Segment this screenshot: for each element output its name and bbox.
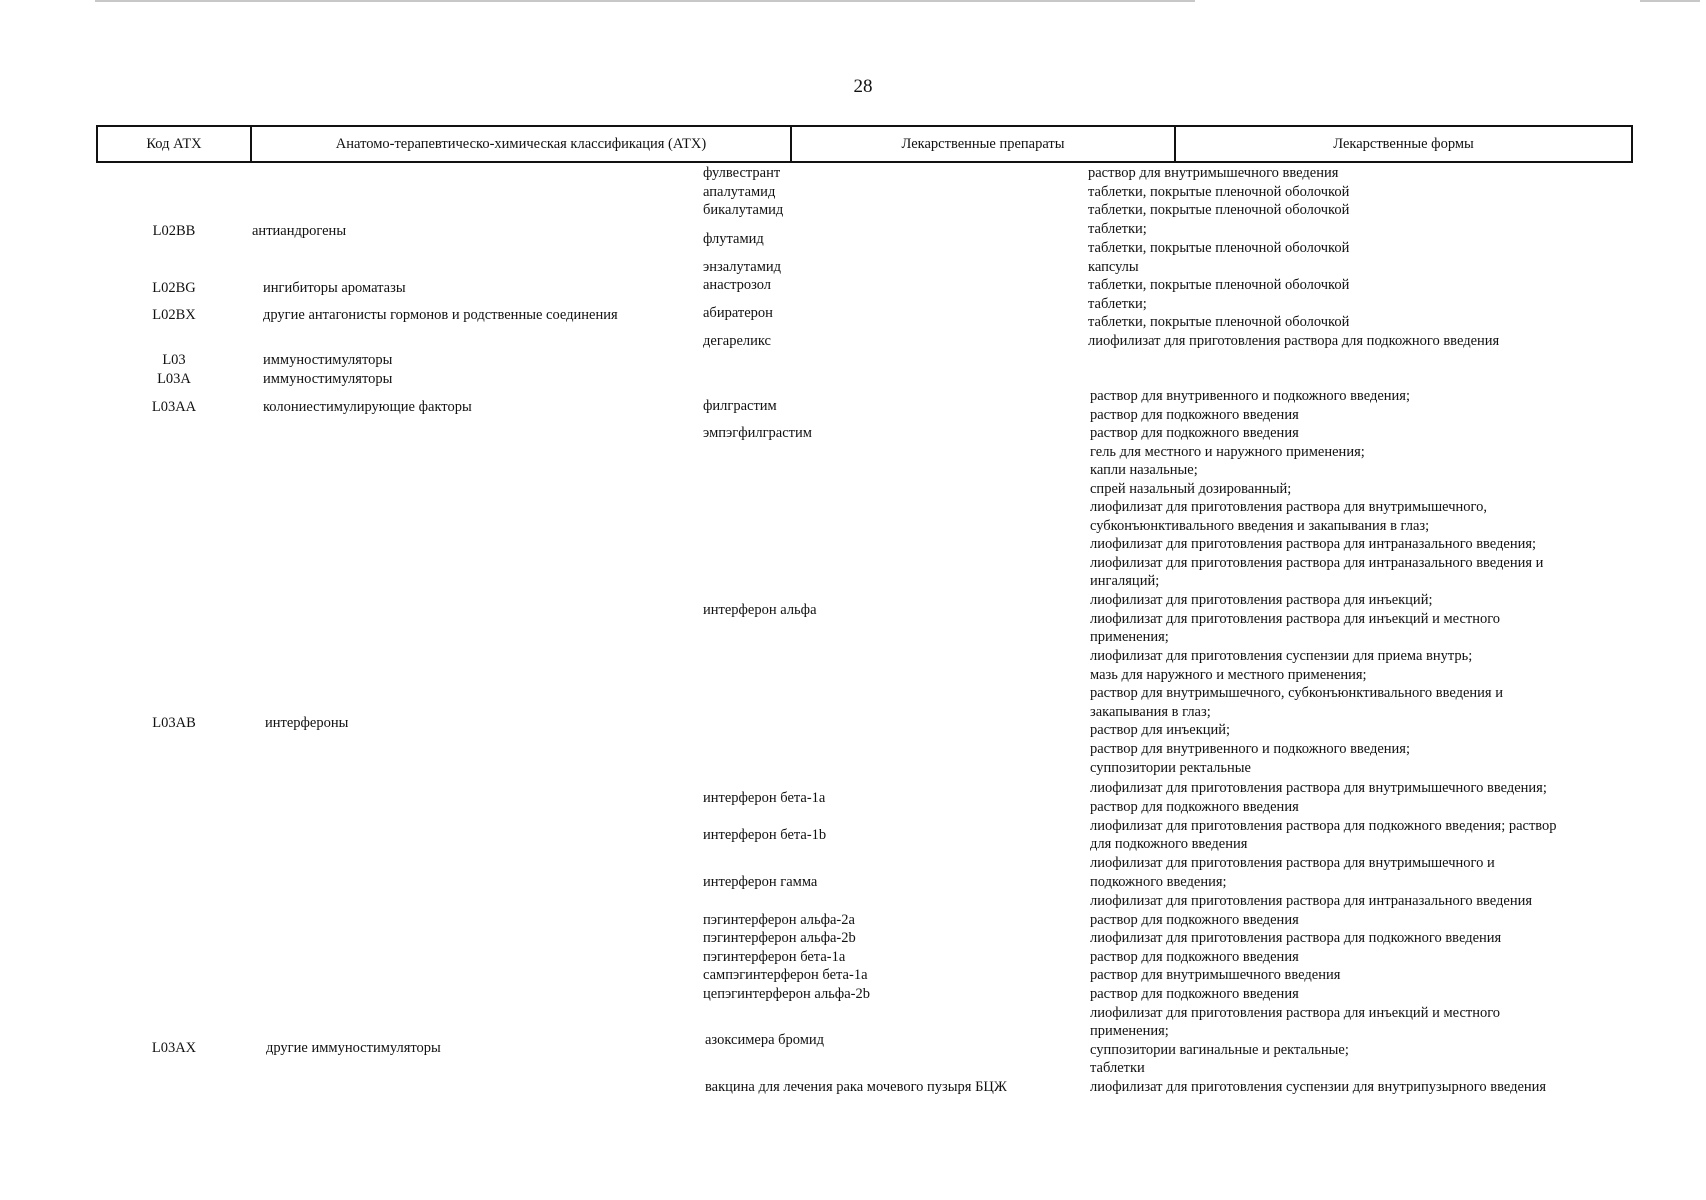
dosage-form: раствор для подкожного введения — [1090, 425, 1299, 441]
drug-name: интерферон бета-1b — [703, 827, 827, 843]
dosage-form: таблетки; — [1088, 221, 1147, 237]
dosage-form: спрей назальный дозированный; — [1090, 481, 1292, 497]
drug-name: фулвестрант — [703, 165, 781, 181]
dosage-form: таблетки, покрытые пленочной оболочкой — [1088, 184, 1350, 200]
atx-class: иммуностимуляторы — [263, 371, 393, 387]
dosage-form: раствор для подкожного введения — [1090, 407, 1299, 423]
drug-name: цепэгинтерферон альфа-2b — [703, 986, 870, 1002]
dosage-form: таблетки, покрытые пленочной оболочкой — [1088, 240, 1350, 256]
table-header — [96, 125, 1633, 163]
drug-name: бикалутамид — [703, 202, 784, 218]
atx-code: L03 — [162, 352, 186, 368]
dosage-form: раствор для подкожного введения — [1090, 799, 1299, 815]
dosage-form: мазь для наружного и местного применения; — [1090, 667, 1367, 683]
dosage-form: лиофилизат для приготовления раствора для инъекций и местного — [1090, 1005, 1501, 1021]
header-forms: Лекарственные формы — [1333, 136, 1474, 152]
atx-class: антиандрогены — [252, 223, 347, 239]
scan-edge — [95, 0, 1195, 2]
atx-code: L03AB — [152, 715, 196, 731]
dosage-form: применения; — [1090, 1023, 1169, 1039]
drug-name: энзалутамид — [703, 259, 782, 275]
dosage-form: лиофилизат для приготовления раствора для интраназального введения; — [1090, 536, 1537, 552]
dosage-form: таблетки, покрытые пленочной оболочкой — [1088, 277, 1350, 293]
atx-code: L03AX — [151, 1040, 197, 1056]
atx-class: другие иммуностимуляторы — [266, 1040, 441, 1056]
drug-name: пэгинтерферон бета-1a — [703, 949, 846, 965]
dosage-form: раствор для инъекций; — [1090, 722, 1231, 738]
dosage-form: лиофилизат для приготовления суспензии для приема внутрь; — [1090, 648, 1473, 664]
dosage-form: раствор для внутримышечного введения — [1088, 165, 1339, 181]
dosage-form: подкожного введения; — [1090, 874, 1227, 890]
dosage-form: лиофилизат для приготовления раствора для инъекций; — [1090, 592, 1433, 608]
drug-name: апалутамид — [703, 184, 776, 200]
drug-name: вакцина для лечения рака мочевого пузыря БЦЖ — [705, 1079, 1007, 1095]
dosage-form: раствор для внутривенного и подкожного введения; — [1090, 741, 1410, 757]
atx-code: L03A — [157, 371, 191, 387]
page-number: 28 — [853, 76, 873, 97]
dosage-form: таблетки, покрытые пленочной оболочкой — [1088, 202, 1350, 218]
atx-code: L02BG — [152, 280, 196, 296]
dosage-form: таблетки — [1090, 1060, 1145, 1076]
dosage-form: лиофилизат для приготовления раствора для внутримышечного введения; — [1090, 780, 1547, 796]
drug-name: флутамид — [703, 231, 764, 247]
scan-edge — [1640, 0, 1700, 2]
dosage-form: лиофилизат для приготовления раствора для внутримышечного, — [1090, 499, 1487, 515]
dosage-form: лиофилизат для приготовления раствора для интраназального введения и — [1090, 555, 1544, 571]
drug-name: интерферон бета-1a — [703, 790, 826, 806]
atx-class: интерфероны — [265, 715, 349, 731]
atx-class: иммуностимуляторы — [263, 352, 393, 368]
drug-name: дегареликс — [703, 333, 771, 349]
dosage-form: гель для местного и наружного применения; — [1090, 444, 1365, 460]
dosage-form: лиофилизат для приготовления раствора для интраназального введения — [1090, 893, 1533, 909]
drug-name: анастрозол — [703, 277, 772, 293]
dosage-form: таблетки, покрытые пленочной оболочкой — [1088, 314, 1350, 330]
drug-name: интерферон гамма — [703, 874, 818, 890]
dosage-form: таблетки; — [1088, 296, 1147, 312]
drug-name: азоксимера бромид — [705, 1032, 825, 1048]
dosage-form: лиофилизат для приготовления раствора для инъекций и местного — [1090, 611, 1501, 627]
dosage-form: ингаляций; — [1090, 573, 1160, 589]
dosage-form: раствор для внутривенного и подкожного введения; — [1090, 388, 1410, 404]
drug-name: абиратерон — [703, 305, 773, 321]
header-drugs: Лекарственные препараты — [901, 136, 1065, 152]
atx-class: ингибиторы ароматазы — [263, 280, 406, 296]
dosage-form: лиофилизат для приготовления раствора для подкожного введения; раствор — [1090, 818, 1557, 834]
dosage-form: лиофилизат для приготовления раствора для подкожного введения — [1088, 333, 1500, 349]
dosage-form: раствор для подкожного введения — [1090, 949, 1299, 965]
atx-code: L02BX — [152, 307, 196, 323]
dosage-form: раствор для подкожного введения — [1090, 912, 1299, 928]
dosage-form: раствор для подкожного введения — [1090, 986, 1299, 1002]
dosage-form: суппозитории ректальные — [1090, 760, 1251, 776]
drug-name: пэгинтерферон альфа-2b — [703, 930, 856, 946]
atx-class: колониестимулирующие факторы — [263, 399, 472, 415]
atx-code: L03AA — [151, 399, 197, 415]
header-classification: Анатомо-терапевтическо-химическая классификация (АТХ) — [335, 136, 707, 152]
dosage-form: лиофилизат для приготовления раствора для внутримышечного и — [1090, 855, 1495, 871]
dosage-form: раствор для внутримышечного, субконъюнктивального введения и — [1090, 685, 1503, 701]
drug-name: эмпэгфилграстим — [703, 425, 812, 441]
atx-class: другие антагонисты гормонов и родственные соединения — [263, 307, 618, 323]
dosage-form: капли назальные; — [1090, 462, 1198, 478]
dosage-form: лиофилизат для приготовления раствора для подкожного введения — [1090, 930, 1502, 946]
drug-name: филграстим — [703, 398, 777, 414]
drug-name: интерферон альфа — [703, 602, 817, 618]
drug-name: сампэгинтерферон бета-1a — [703, 967, 868, 983]
dosage-form: для подкожного введения — [1090, 836, 1248, 852]
dosage-form: субконъюнктивального введения и закапывания в глаз; — [1090, 518, 1430, 534]
dosage-form: капсулы — [1088, 259, 1139, 275]
atx-code: L02BB — [152, 223, 196, 239]
dosage-form: применения; — [1090, 629, 1169, 645]
header-code: Код АТХ — [146, 136, 202, 152]
dosage-form: раствор для внутримышечного введения — [1090, 967, 1341, 983]
dosage-form: суппозитории вагинальные и ректальные; — [1090, 1042, 1349, 1058]
dosage-form: лиофилизат для приготовления суспензии для внутрипузырного введения — [1090, 1079, 1547, 1095]
dosage-form: закапывания в глаз; — [1090, 704, 1211, 720]
drug-name: пэгинтерферон альфа-2a — [703, 912, 855, 928]
